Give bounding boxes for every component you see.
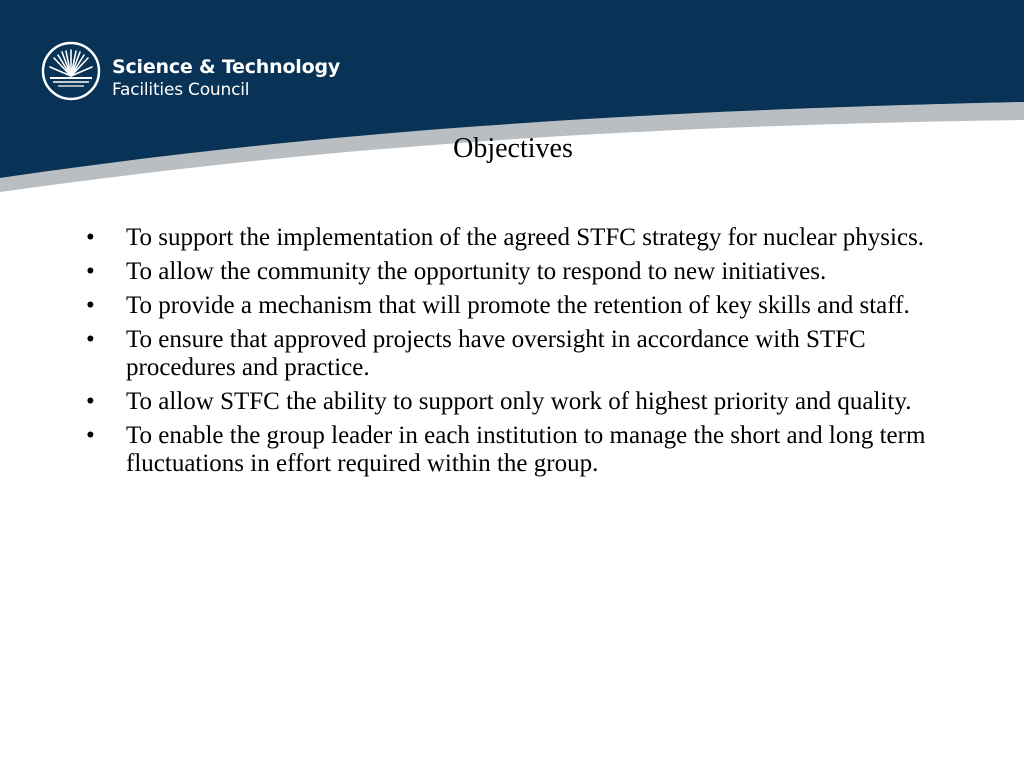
list-item-text: To support the implementation of the agreed STFC strategy for nuclear physics. [126,224,925,251]
list-item [80,292,960,320]
bullet-icon: • [86,224,95,251]
list-item [80,422,960,478]
slide-title-container [0,133,1024,165]
bullet-icon: • [86,422,95,449]
logo-wordmark [112,58,340,99]
sunburst-emblem-icon [40,40,102,102]
objectives-list [80,224,960,484]
bullet-icon: • [86,258,95,285]
bullet-icon: • [86,388,95,415]
list-item [80,224,960,252]
logo-org-line2: Facilities Council [112,80,250,100]
slide-title: Objectives [453,133,573,164]
stfc-logo [40,40,341,104]
list-item-text: To allow STFC the ability to support only work of highest priority and quality. [126,388,912,415]
list-item-text: To enable the group leader in each institution to manage the short and long term fluctuations in effort required within the group. [126,422,926,477]
bullet-icon: • [86,292,95,319]
bullet-icon: • [86,326,95,353]
list-item [80,388,960,416]
list-item-text: To provide a mechanism that will promote the retention of key skills and staff. [126,292,910,319]
list-item-text: To allow the community the opportunity to respond to new initiatives. [126,258,827,285]
list-item [80,326,960,382]
list-item-text: To ensure that approved projects have oversight in accordance with STFC procedures and practice. [126,326,866,381]
list-item [80,258,960,286]
logo-org-line1: Science & Technology [112,56,341,78]
